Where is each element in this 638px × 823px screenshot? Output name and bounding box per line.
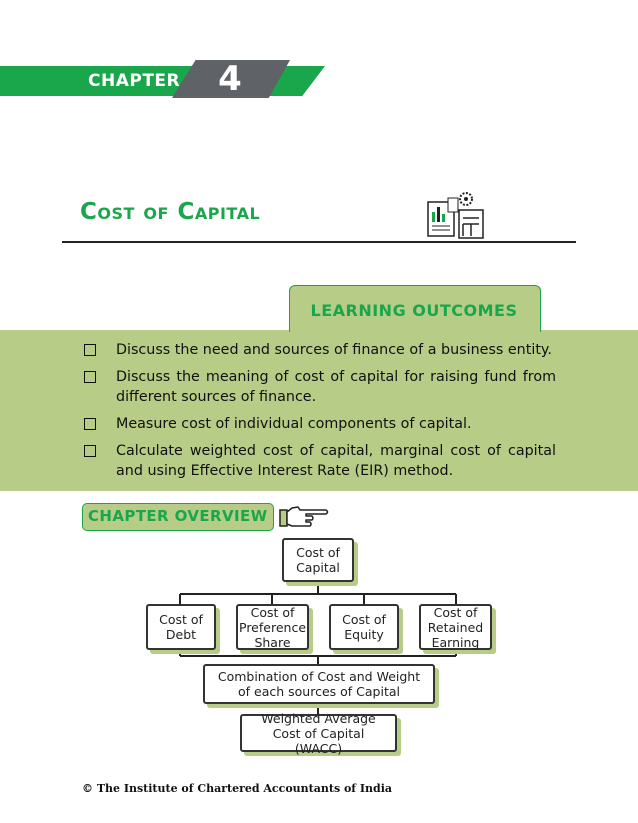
list-item: Discuss the meaning of cost of capital for raising fund from different sources of finance. [84, 367, 556, 407]
page-footer: © The Institute of Chartered Accountants of India [82, 782, 393, 795]
diagram-node-cost-of-retained-earning: Cost of Retained Earning [419, 604, 492, 650]
list-item: Calculate weighted cost of capital, marginal cost of capital and using Effective Interest Rate (EIR) method. [84, 441, 556, 481]
list-item: Measure cost of individual components of capital. [84, 414, 556, 434]
diagram-node-cost-of-equity: Cost of Equity [329, 604, 399, 650]
chapter-label: CHAPTER [88, 71, 181, 91]
diagram-node-wacc: Weighted Average Cost of Capital (WACC) [240, 714, 397, 752]
list-item: Discuss the need and sources of finance of a business entity. [84, 340, 556, 360]
chapter-overview-heading: CHAPTER OVERVIEW [88, 507, 268, 525]
diagram-node-combination: Combination of Cost and Weight of each sources of Capital [203, 664, 435, 704]
chapter-number: 4 [218, 59, 242, 99]
learning-outcomes-heading: LEARNING OUTCOMES [310, 301, 518, 320]
diagram-node-cost-of-debt: Cost of Debt [146, 604, 216, 650]
diagram-node-cost-of-capital: Cost of Capital [282, 538, 354, 582]
diagram-node-cost-of-preference-share: Cost of Preference Share [236, 604, 309, 650]
page-title: Cost of Capital [80, 199, 261, 225]
